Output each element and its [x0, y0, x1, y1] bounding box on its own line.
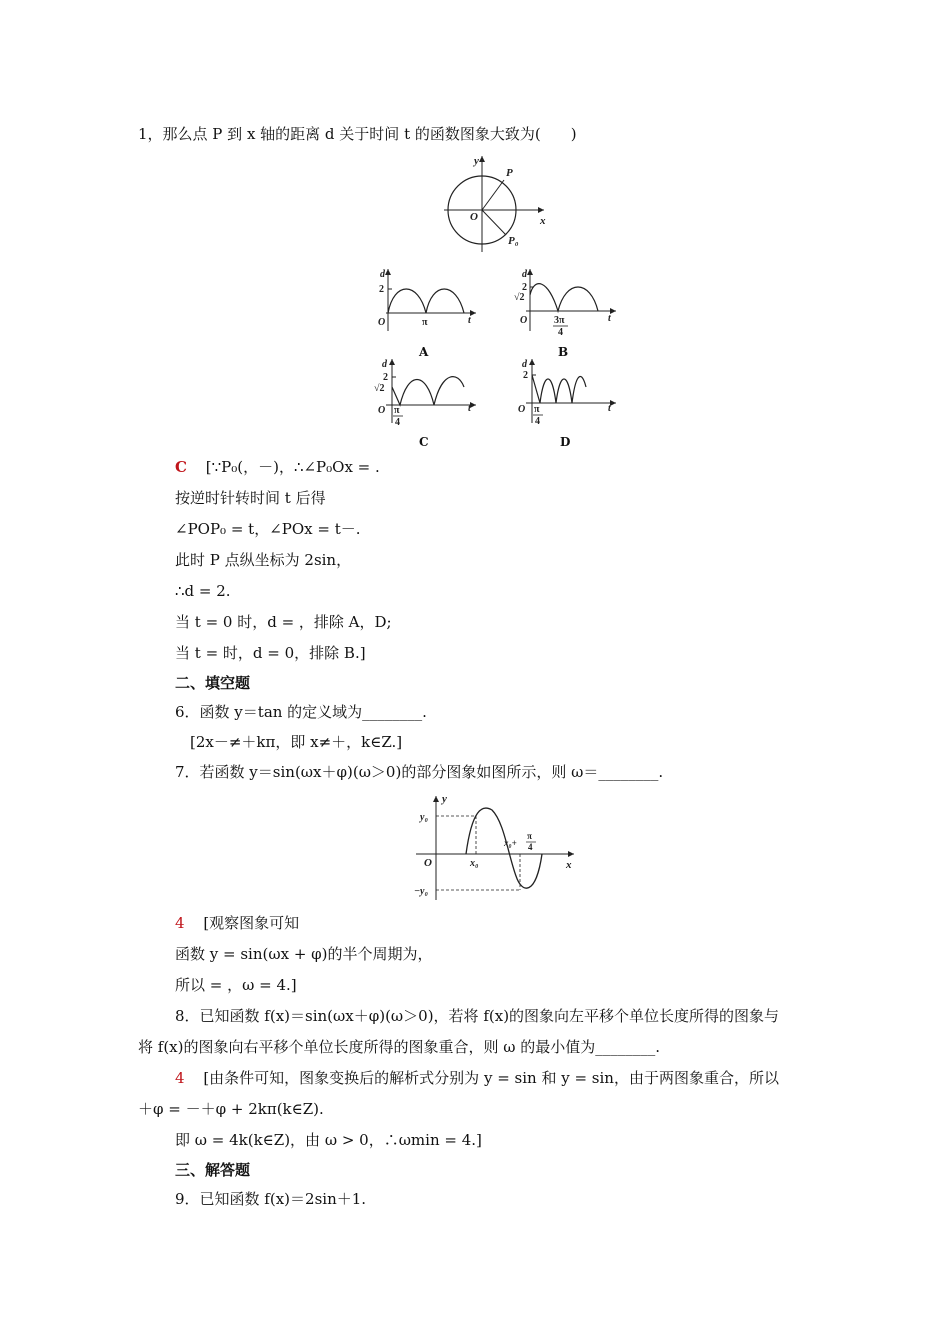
t-axis-label: t: [608, 403, 611, 414]
answer-line: [175, 457, 380, 477]
tick-sqrt2-label: √2: [514, 292, 525, 303]
question-7: 7．若函数 y＝sin(ωx＋φ)(ω＞0)的部分图象如图所示，则 ω＝________.: [175, 763, 664, 781]
tick-2-label: 2: [522, 282, 527, 293]
option-d-graph: [510, 355, 620, 427]
d-axis-label: d: [382, 359, 387, 370]
section-heading: 三、解答题: [175, 1161, 251, 1179]
d-axis-label: d: [522, 269, 527, 280]
y-axis-label: y: [442, 793, 447, 805]
solution-line: 按逆时针转时间 t 后得: [175, 489, 326, 507]
answer-choice: C: [175, 458, 187, 476]
solution-text: [观察图象可知: [203, 914, 300, 932]
option-a-caption: A: [419, 345, 429, 359]
option-a-graph: [370, 265, 480, 335]
answer-7-value: 4: [175, 914, 185, 932]
option-c-graph: [370, 355, 480, 427]
solution-line: 当 t = 0 时，d = ，排除 A，D;: [175, 613, 392, 631]
solution-line: ∠POP₀ = t，∠POx = t－.: [175, 520, 361, 538]
answer-8-value: 4: [175, 1069, 185, 1087]
t-axis-label: t: [608, 313, 611, 324]
y-axis-label: y: [474, 155, 479, 167]
origin-label: O: [378, 317, 386, 328]
tick-2-label: 2: [523, 370, 528, 381]
solution-line: 所以 = ，ω = 4.]: [175, 976, 297, 994]
answer-8-line: [175, 1068, 779, 1088]
question-8-cont: 将 f(x)的图象向右平移个单位长度所得的图象重合，则 ω 的最小值为________.: [138, 1038, 661, 1056]
solution-line: 即 ω = 4k(k∈Z)，由 ω > 0，∴ωmin = 4.]: [175, 1131, 482, 1149]
solution-line: 当 t = 时，d = 0，排除 B.]: [175, 644, 366, 662]
tick-3pi-label: 3π: [554, 315, 565, 326]
neg-y0-label: −y₀: [414, 886, 428, 897]
solution-text: [由条件可知，图象变换后的解析式分别为 y = sin 和 y = sin，由于两图象重合，所以: [203, 1069, 779, 1087]
tick-sqrt2-label: √2: [374, 383, 385, 394]
option-c-caption: C: [419, 435, 429, 449]
answer-6: [2x－≠＋kπ，即 x≠＋，k∈Z.]: [190, 733, 403, 751]
point-p0-label: P₀: [508, 235, 519, 247]
option-b-caption: B: [558, 345, 569, 359]
origin-label: O: [424, 857, 432, 869]
tick-pi-label: π: [534, 404, 540, 415]
four-label: 4: [528, 842, 533, 852]
solution-line: ∴d = 2.: [175, 582, 231, 600]
tick-pi-label: π: [422, 317, 428, 328]
solution-line: ＋φ = －＋φ + 2kπ(k∈Z).: [138, 1100, 324, 1118]
origin-label: O: [378, 405, 386, 416]
x0-plus-label: x₀+: [504, 838, 517, 848]
origin-label: O: [518, 404, 526, 415]
solution-line: 此时 P 点纵坐标为 2sin，: [175, 551, 352, 569]
question-9: 9．已知函数 f(x)＝2sin＋1.: [175, 1190, 367, 1208]
option-d-caption: D: [560, 435, 571, 449]
tick-4-label: 4: [558, 327, 563, 337]
pi-label: π: [527, 831, 532, 841]
d-axis-label: d: [380, 269, 385, 280]
y0-label: y₀: [420, 812, 428, 823]
tick-4-label: 4: [395, 417, 400, 427]
section-heading: 二、填空题: [175, 674, 251, 692]
sine-graph-figure: [412, 792, 578, 902]
x0-label: x₀: [470, 858, 479, 869]
t-axis-label: t: [468, 315, 471, 326]
t-axis-label: t: [468, 403, 471, 414]
origin-label: O: [520, 315, 528, 326]
x-axis-label: x: [566, 859, 572, 871]
x-axis-label: x: [540, 215, 546, 227]
option-b-graph: [510, 265, 620, 337]
question-5-stem: 1，那么点 P 到 x 轴的距离 d 关于时间 t 的函数图象大致为( ): [138, 125, 577, 143]
answer-7-line: [175, 913, 299, 933]
solution-line: 函数 y = sin(ωx + φ)的半个周期为，: [175, 945, 433, 963]
tick-2-label: 2: [383, 372, 388, 383]
tick-4-label: 4: [535, 416, 540, 427]
tick-2-label: 2: [379, 284, 384, 295]
tick-pi-label: π: [394, 405, 400, 416]
origin-label: O: [470, 211, 478, 223]
point-p-label: P: [506, 167, 513, 179]
unit-circle-figure: [440, 152, 550, 252]
question-8: 8．已知函数 f(x)＝sin(ωx＋φ)(ω＞0)，若将 f(x)的图象向左平移个单位长度所得的图象与: [175, 1007, 780, 1025]
d-axis-label: d: [522, 359, 527, 370]
solution-text: [∵P₀(，－)，∴∠P₀Ox = .: [205, 458, 380, 476]
question-6: 6．函数 y＝tan 的定义域为________.: [175, 703, 427, 721]
